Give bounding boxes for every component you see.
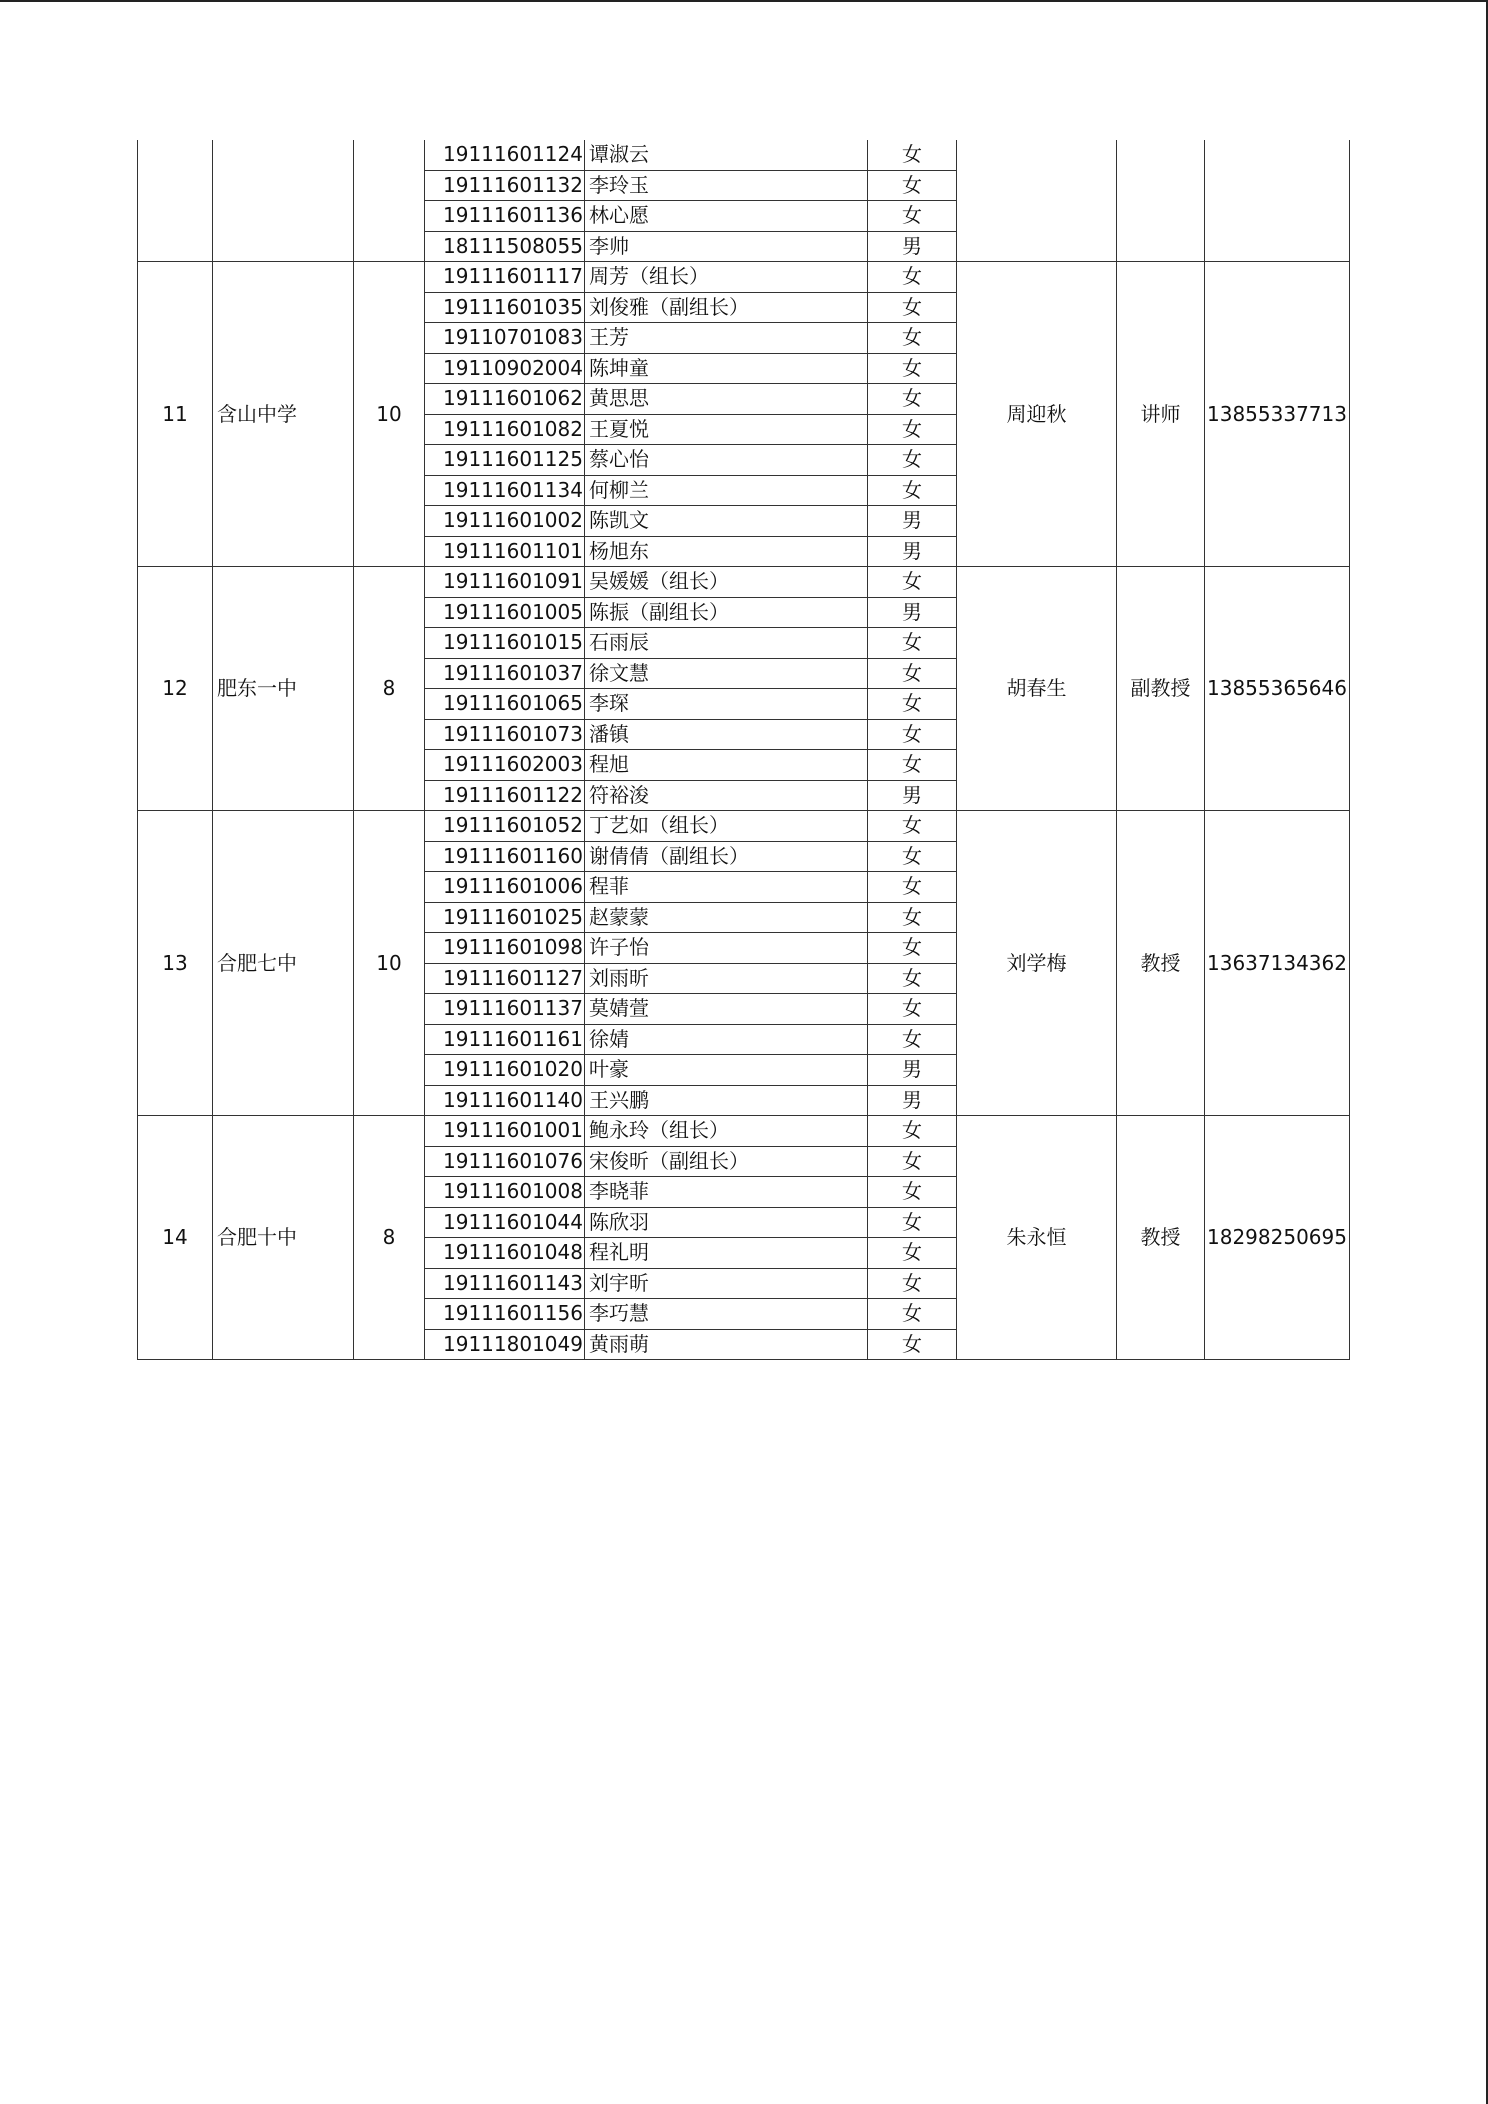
- student-name: 周芳（组长）: [585, 262, 868, 293]
- advisor-phone: [1205, 140, 1350, 262]
- group-number: 13: [138, 811, 213, 1116]
- student-name: 莫婧萱: [585, 994, 868, 1025]
- student-gender: 女: [868, 1146, 957, 1177]
- student-name: 鲍永玲（组长）: [585, 1116, 868, 1147]
- student-gender: 女: [868, 933, 957, 964]
- advisor-phone: 13855365646: [1205, 567, 1350, 811]
- school-name: 合肥十中: [213, 1116, 354, 1360]
- student-id: 19111601122: [425, 780, 585, 811]
- student-id: 19111601037: [425, 658, 585, 689]
- student-gender: 女: [868, 1268, 957, 1299]
- student-name: 徐婧: [585, 1024, 868, 1055]
- student-id: 19111601015: [425, 628, 585, 659]
- student-id: 18111508055: [425, 231, 585, 262]
- advisor-title: 讲师: [1117, 262, 1205, 567]
- advisor-name: 朱永恒: [957, 1116, 1117, 1360]
- table-row: [138, 140, 1350, 170]
- student-name: 李巧慧: [585, 1299, 868, 1330]
- student-id: 19110902004: [425, 353, 585, 384]
- student-gender: 男: [868, 597, 957, 628]
- student-gender: 女: [868, 963, 957, 994]
- student-name: 李琛: [585, 689, 868, 720]
- advisor-phone: 18298250695: [1205, 1116, 1350, 1360]
- student-gender: 女: [868, 902, 957, 933]
- student-gender: 男: [868, 536, 957, 567]
- student-gender: 男: [868, 506, 957, 537]
- student-gender: 女: [868, 567, 957, 598]
- student-id: 19111601137: [425, 994, 585, 1025]
- student-gender: 男: [868, 780, 957, 811]
- student-name: 许子怡: [585, 933, 868, 964]
- student-id: 19111601161: [425, 1024, 585, 1055]
- advisor-phone: 13855337713: [1205, 262, 1350, 567]
- student-id: 19111601065: [425, 689, 585, 720]
- school-name: [213, 140, 354, 262]
- student-count: 10: [354, 811, 425, 1116]
- table-row: [138, 567, 1350, 598]
- student-id: 19111601001: [425, 1116, 585, 1147]
- student-name: 程礼明: [585, 1238, 868, 1269]
- student-gender: 女: [868, 719, 957, 750]
- student-id: 19111601160: [425, 841, 585, 872]
- student-count: 8: [354, 1116, 425, 1360]
- student-name: 潘镇: [585, 719, 868, 750]
- student-gender: 女: [868, 1116, 957, 1147]
- advisor-name: [957, 140, 1117, 262]
- student-id: 19111601044: [425, 1207, 585, 1238]
- student-name: 符裕浚: [585, 780, 868, 811]
- student-name: 王夏悦: [585, 414, 868, 445]
- student-gender: 女: [868, 1238, 957, 1269]
- student-name: 刘宇昕: [585, 1268, 868, 1299]
- student-name: 赵蒙蒙: [585, 902, 868, 933]
- student-name: 石雨辰: [585, 628, 868, 659]
- table-row: [138, 262, 1350, 293]
- student-gender: 女: [868, 1177, 957, 1208]
- table-row: [138, 1116, 1350, 1147]
- student-gender: 女: [868, 414, 957, 445]
- advisor-title: 教授: [1117, 1116, 1205, 1360]
- practice-group-table: [137, 140, 1350, 1360]
- student-id: 19111601020: [425, 1055, 585, 1086]
- page-border-top: [0, 0, 1488, 2]
- student-gender: 女: [868, 994, 957, 1025]
- student-name: 程旭: [585, 750, 868, 781]
- advisor-title: 副教授: [1117, 567, 1205, 811]
- group-number: 14: [138, 1116, 213, 1360]
- student-name: 刘俊雅（副组长）: [585, 292, 868, 323]
- advisor-phone: 13637134362: [1205, 811, 1350, 1116]
- student-id: 19111602003: [425, 750, 585, 781]
- student-gender: 女: [868, 353, 957, 384]
- student-id: 19111601091: [425, 567, 585, 598]
- student-id: 19111601005: [425, 597, 585, 628]
- student-id: 19111601025: [425, 902, 585, 933]
- student-name: 程菲: [585, 872, 868, 903]
- student-gender: 女: [868, 262, 957, 293]
- student-gender: 男: [868, 231, 957, 262]
- student-id: 19111601073: [425, 719, 585, 750]
- student-id: 19111601006: [425, 872, 585, 903]
- student-name: 王兴鹏: [585, 1085, 868, 1116]
- school-name: 肥东一中: [213, 567, 354, 811]
- student-count: 10: [354, 262, 425, 567]
- student-name: 叶豪: [585, 1055, 868, 1086]
- student-name: 黄雨萌: [585, 1329, 868, 1360]
- advisor-name: 周迎秋: [957, 262, 1117, 567]
- student-gender: 女: [868, 1299, 957, 1330]
- student-name: 吴媛媛（组长）: [585, 567, 868, 598]
- student-name: 李玲玉: [585, 170, 868, 201]
- school-name: 含山中学: [213, 262, 354, 567]
- student-gender: 女: [868, 628, 957, 659]
- student-gender: 女: [868, 841, 957, 872]
- student-gender: 男: [868, 1055, 957, 1086]
- student-id: 19111601124: [425, 140, 585, 170]
- student-id: 19111601048: [425, 1238, 585, 1269]
- student-id: 19111601134: [425, 475, 585, 506]
- student-name: 李帅: [585, 231, 868, 262]
- student-id: 19111601098: [425, 933, 585, 964]
- student-id: 19111601143: [425, 1268, 585, 1299]
- student-id: 19111601002: [425, 506, 585, 537]
- student-gender: 女: [868, 1024, 957, 1055]
- student-count: 8: [354, 567, 425, 811]
- student-id: 19111601101: [425, 536, 585, 567]
- student-name: 蔡心怡: [585, 445, 868, 476]
- student-gender: 女: [868, 170, 957, 201]
- student-name: 徐文慧: [585, 658, 868, 689]
- student-gender: 女: [868, 140, 957, 170]
- student-name: 李晓菲: [585, 1177, 868, 1208]
- student-gender: 男: [868, 1085, 957, 1116]
- school-name: 合肥七中: [213, 811, 354, 1116]
- student-name: 陈欣羽: [585, 1207, 868, 1238]
- student-name: 王芳: [585, 323, 868, 354]
- student-gender: 女: [868, 811, 957, 842]
- student-id: 19111601008: [425, 1177, 585, 1208]
- student-gender: 女: [868, 323, 957, 354]
- student-gender: 女: [868, 658, 957, 689]
- group-number: 11: [138, 262, 213, 567]
- table-body: [138, 140, 1350, 1360]
- student-id: 19111601132: [425, 170, 585, 201]
- student-id: 19111801049: [425, 1329, 585, 1360]
- group-number: [138, 140, 213, 262]
- student-name: 杨旭东: [585, 536, 868, 567]
- student-gender: 女: [868, 292, 957, 323]
- student-gender: 女: [868, 201, 957, 232]
- student-name: 陈凯文: [585, 506, 868, 537]
- student-name: 宋俊昕（副组长）: [585, 1146, 868, 1177]
- student-id: 19111601117: [425, 262, 585, 293]
- student-gender: 女: [868, 384, 957, 415]
- student-name: 谭淑云: [585, 140, 868, 170]
- student-count: [354, 140, 425, 262]
- student-gender: 女: [868, 872, 957, 903]
- group-number: 12: [138, 567, 213, 811]
- student-name: 何柳兰: [585, 475, 868, 506]
- student-gender: 女: [868, 750, 957, 781]
- student-name: 谢倩倩（副组长）: [585, 841, 868, 872]
- student-id: 19111601035: [425, 292, 585, 323]
- advisor-name: 刘学梅: [957, 811, 1117, 1116]
- student-id: 19111601062: [425, 384, 585, 415]
- advisor-title: [1117, 140, 1205, 262]
- advisor-name: 胡春生: [957, 567, 1117, 811]
- student-id: 19111601076: [425, 1146, 585, 1177]
- student-name: 黄思思: [585, 384, 868, 415]
- student-id: 19111601082: [425, 414, 585, 445]
- student-name: 林心愿: [585, 201, 868, 232]
- student-name: 刘雨昕: [585, 963, 868, 994]
- student-gender: 女: [868, 1329, 957, 1360]
- student-id: 19111601156: [425, 1299, 585, 1330]
- student-id: 19110701083: [425, 323, 585, 354]
- student-id: 19111601127: [425, 963, 585, 994]
- student-id: 19111601125: [425, 445, 585, 476]
- advisor-title: 教授: [1117, 811, 1205, 1116]
- student-gender: 女: [868, 1207, 957, 1238]
- student-gender: 女: [868, 445, 957, 476]
- student-name: 丁艺如（组长）: [585, 811, 868, 842]
- student-id: 19111601052: [425, 811, 585, 842]
- student-name: 陈振（副组长）: [585, 597, 868, 628]
- student-gender: 女: [868, 475, 957, 506]
- table-row: [138, 811, 1350, 842]
- student-id: 19111601136: [425, 201, 585, 232]
- student-gender: 女: [868, 689, 957, 720]
- student-name: 陈坤童: [585, 353, 868, 384]
- student-id: 19111601140: [425, 1085, 585, 1116]
